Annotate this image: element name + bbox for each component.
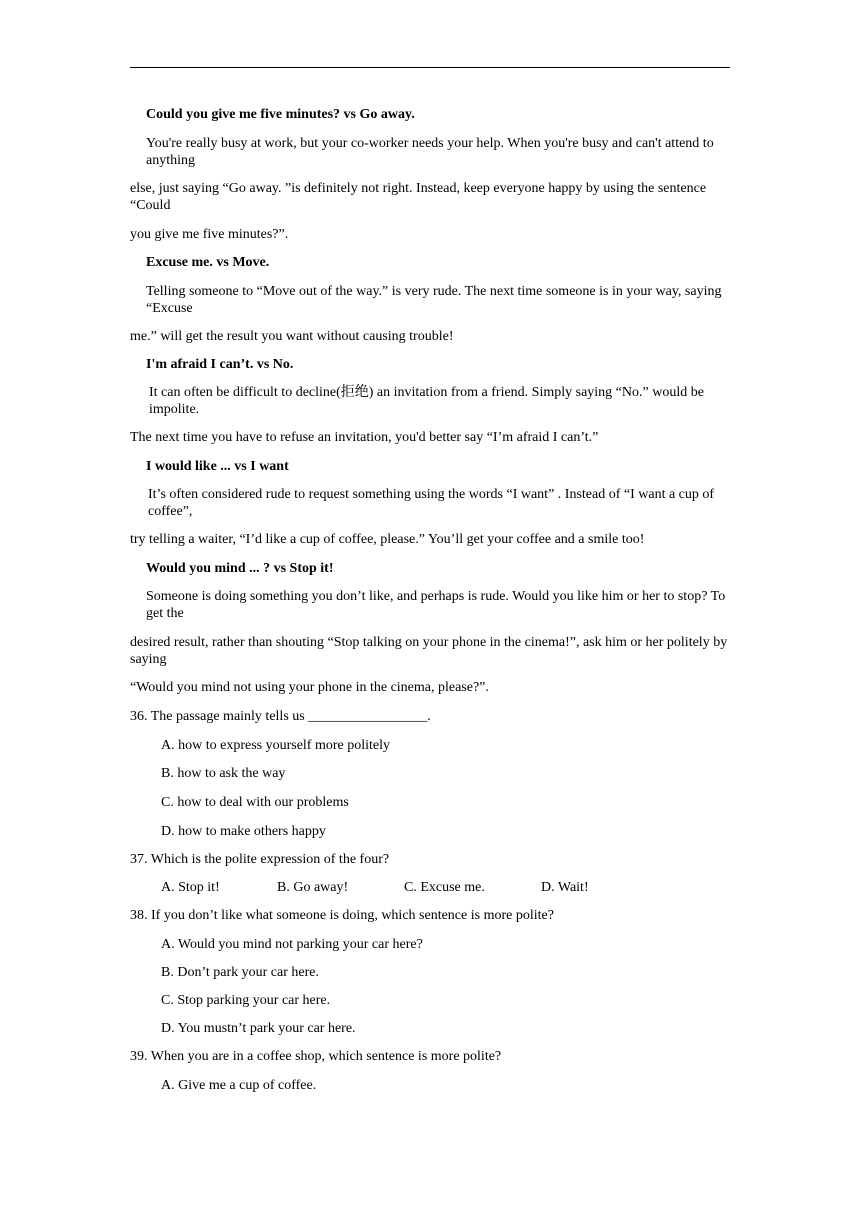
question-option: A. Would you mind not parking your car here?: [161, 937, 423, 952]
question-option: B. Go away!: [277, 880, 349, 895]
question-option: C. Excuse me.: [404, 880, 485, 895]
question-option: C. Stop parking your car here.: [161, 993, 331, 1008]
section-paragraph: Someone is doing something you don’t like, and perhaps is rude. Would you like him or her to stop? To get the: [146, 589, 726, 621]
question-option: A. Stop it!: [161, 880, 220, 895]
section-paragraph-cont: “Would you mind not using your phone in the cinema, please?”.: [130, 680, 489, 695]
question-stem: 39. When you are in a coffee shop, which sentence is more polite?: [130, 1049, 502, 1064]
question-option: D. You mustn’t park your car here.: [161, 1021, 356, 1036]
section-heading: Could you give me five minutes? vs Go away.: [146, 107, 415, 122]
question-option: D. Wait!: [541, 880, 589, 895]
section-paragraph: It can often be difficult to decline(拒绝) an invitation from a friend. Simply saying “No.” would be impolite.: [149, 385, 704, 417]
section-paragraph-cont: me.” will get the result you want without causing trouble!: [130, 329, 454, 344]
question-option: D. how to make others happy: [161, 824, 326, 839]
header-rule: [130, 67, 730, 68]
question-stem: 36. The passage mainly tells us _________________.: [130, 709, 431, 724]
question-option: B. Don’t park your car here.: [161, 965, 319, 980]
question-option: B. how to ask the way: [161, 766, 286, 781]
section-paragraph-cont: you give me five minutes?”.: [130, 227, 289, 242]
section-paragraph: You're really busy at work, but your co-worker needs your help. When you're busy and can't attend to anything: [146, 136, 714, 168]
section-heading: Excuse me. vs Move.: [146, 255, 270, 270]
section-paragraph: Telling someone to “Move out of the way.” is very rude. The next time someone is in your way, saying “Excuse: [146, 284, 722, 316]
section-paragraph-cont: desired result, rather than shouting “Stop talking on your phone in the cinema!”, ask him or her politely by saying: [130, 635, 728, 667]
section-paragraph-cont: else, just saying “Go away. ”is definitely not right. Instead, keep everyone happy by using the sentence “Could: [130, 181, 707, 213]
section-heading: Would you mind ... ? vs Stop it!: [146, 561, 334, 576]
section-paragraph-cont: The next time you have to refuse an invitation, you'd better say “I’m afraid I can’t.”: [130, 430, 599, 445]
section-heading: I'm afraid I can’t. vs No.: [146, 357, 294, 372]
question-option: C. how to deal with our problems: [161, 795, 349, 810]
question-option: A. Give me a cup of coffee.: [161, 1078, 317, 1093]
question-option: A. how to express yourself more politely: [161, 738, 391, 753]
section-paragraph: It’s often considered rude to request something using the words “I want” . Instead of “I want a cup of coffee”,: [148, 487, 715, 519]
section-paragraph-cont: try telling a waiter, “I’d like a cup of coffee, please.” You’ll get your coffee and a smile too!: [130, 532, 645, 547]
section-heading: I would like ... vs I want: [146, 459, 289, 474]
question-stem: 37. Which is the polite expression of the four?: [130, 852, 390, 867]
question-stem: 38. If you don’t like what someone is doing, which sentence is more polite?: [130, 908, 554, 923]
